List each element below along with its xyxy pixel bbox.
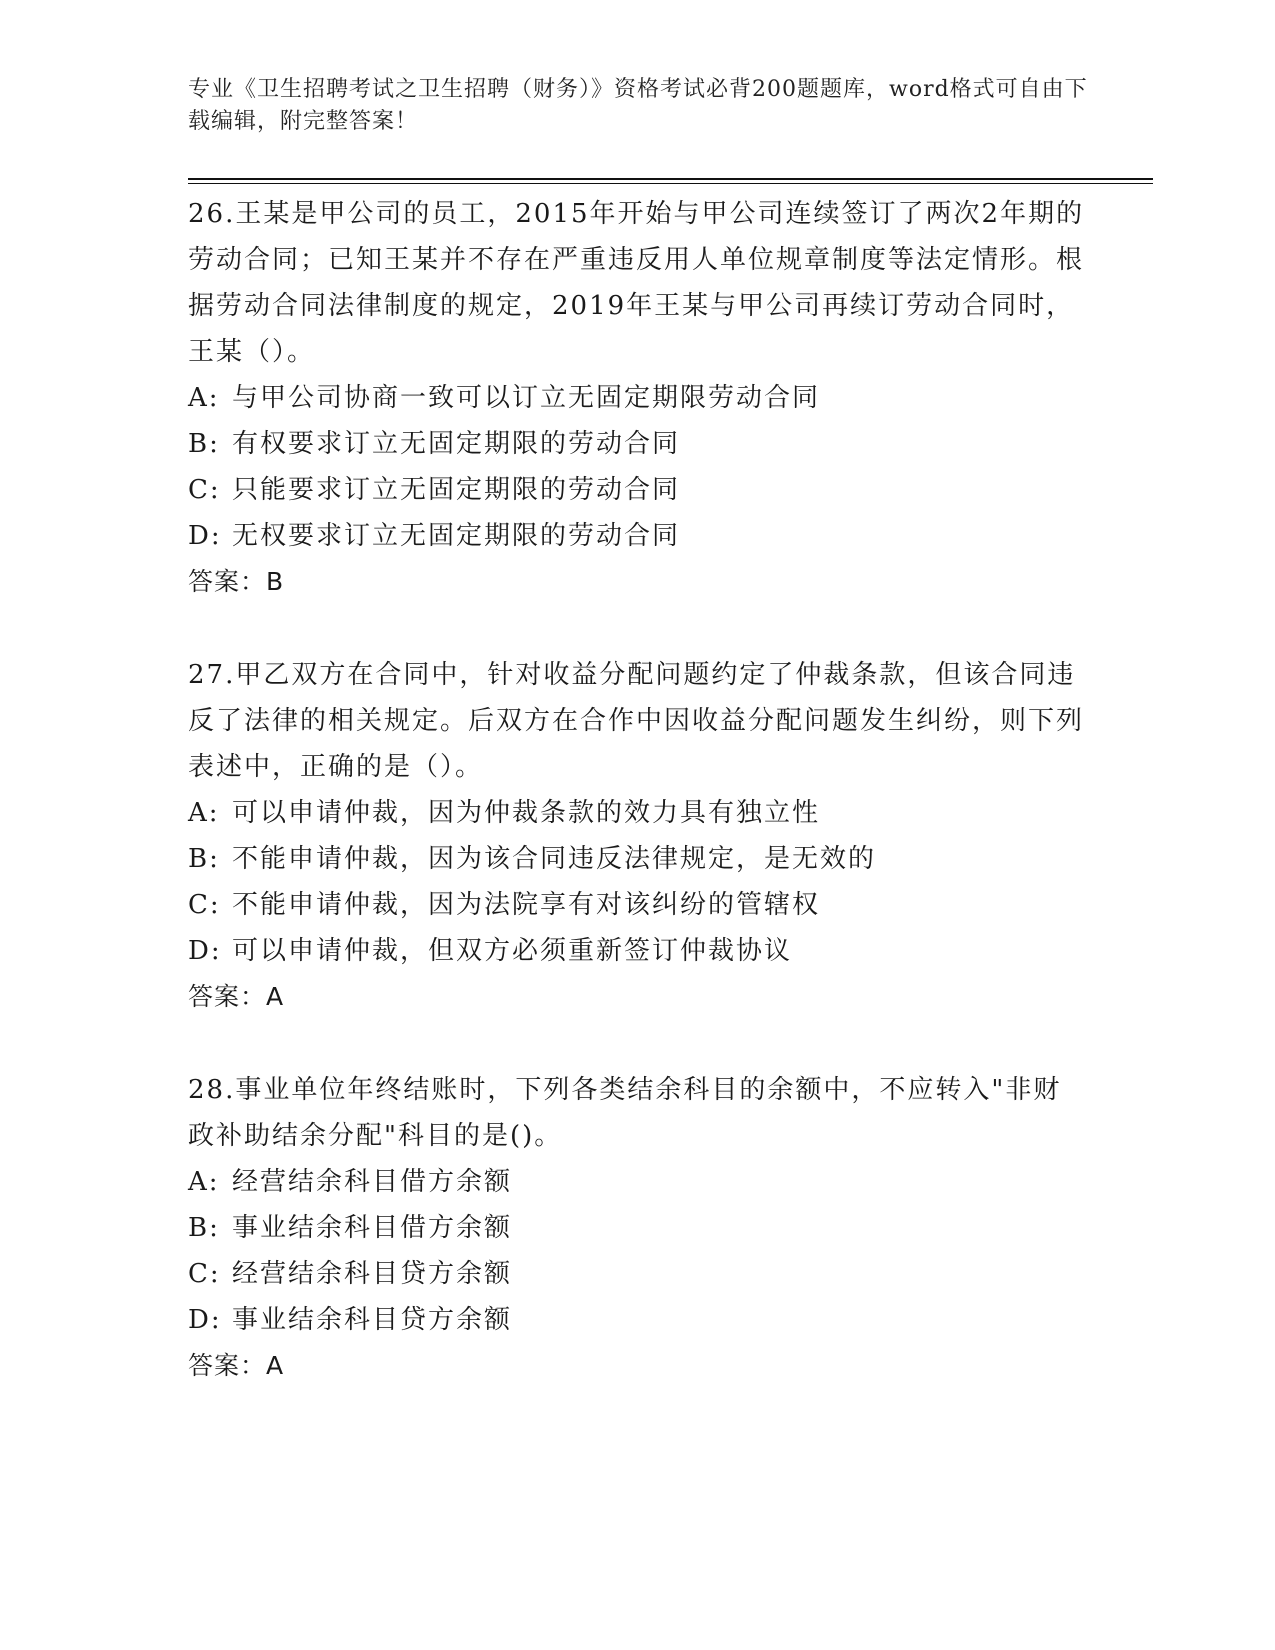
document-header: 专业《卫生招聘考试之卫生招聘（财务）》资格考试必背200题题库，word格式可自由下载编辑，附完整答案！ <box>188 77 1088 134</box>
option-text: 有权要求订立无固定期限的劳动合同 <box>232 429 681 459</box>
question-stem <box>188 191 1088 375</box>
option-text: 事业结余科目借方余额 <box>232 1213 513 1243</box>
option-text: 不能申请仲裁，因为法院享有对该纠纷的管辖权 <box>232 890 821 920</box>
option-d <box>188 928 1088 974</box>
option-letter: A: <box>188 383 220 413</box>
question-text: 甲乙双方在合同中，针对收益分配问题约定了仲裁条款，但该合同违反了法律的相关规定。后双方在合作中因收益分配问题发生纠纷，则下列表述中，正确的是（）。 <box>188 660 1085 782</box>
question-27 <box>188 652 1088 1020</box>
option-letter: D: <box>188 521 222 551</box>
option-text: 经营结余科目借方余额 <box>232 1167 513 1197</box>
option-letter: D: <box>188 1305 222 1335</box>
answer-line: 答案：A <box>188 1351 285 1380</box>
option-text: 事业结余科目贷方余额 <box>232 1305 513 1335</box>
question-26 <box>188 191 1088 605</box>
option-c <box>188 467 1088 513</box>
question-number: 26. <box>188 199 236 229</box>
option-b <box>188 1205 1088 1251</box>
option-letter: A: <box>188 1167 220 1197</box>
option-letter: B: <box>188 844 220 874</box>
option-text: 与甲公司协商一致可以订立无固定期限劳动合同 <box>232 383 821 413</box>
question-28 <box>188 1067 1088 1389</box>
header-divider-thick <box>188 178 1153 180</box>
header-divider-thin <box>188 183 1153 184</box>
option-letter: D: <box>188 936 222 966</box>
option-letter: C: <box>188 890 221 920</box>
option-letter: B: <box>188 429 220 459</box>
question-stem <box>188 1067 1088 1159</box>
option-a <box>188 1159 1088 1205</box>
question-text: 事业单位年终结账时，下列各类结余科目的余额中，不应转入"非财政补助结余分配"科目的是()。 <box>188 1075 1062 1151</box>
option-b <box>188 421 1088 467</box>
option-letter: B: <box>188 1213 220 1243</box>
option-text: 可以申请仲裁，因为仲裁条款的效力具有独立性 <box>232 798 821 828</box>
question-text: 王某是甲公司的员工，2015年开始与甲公司连续签订了两次2年期的劳动合同；已知王某并不存在严重违反用人单位规章制度等法定情形。根据劳动合同法律制度的规定，2019年王某与甲公司再续订劳动合同时，王某（）。 <box>188 199 1085 367</box>
question-number: 28. <box>188 1075 236 1105</box>
option-text: 经营结余科目贷方余额 <box>232 1259 513 1289</box>
option-text: 无权要求订立无固定期限的劳动合同 <box>232 521 681 551</box>
option-text: 只能要求订立无固定期限的劳动合同 <box>232 475 681 505</box>
option-c <box>188 1251 1088 1297</box>
question-list <box>188 191 1088 1436</box>
option-letter: C: <box>188 475 221 505</box>
option-text: 不能申请仲裁，因为该合同违反法律规定，是无效的 <box>232 844 877 874</box>
option-d <box>188 1297 1088 1343</box>
answer-line: 答案：B <box>188 567 285 596</box>
question-stem <box>188 652 1088 790</box>
option-c <box>188 882 1088 928</box>
option-b <box>188 836 1088 882</box>
option-text: 可以申请仲裁，但双方必须重新签订仲裁协议 <box>232 936 793 966</box>
option-d <box>188 513 1088 559</box>
option-a <box>188 790 1088 836</box>
option-letter: C: <box>188 1259 221 1289</box>
answer-line: 答案：A <box>188 982 285 1011</box>
question-number: 27. <box>188 660 236 690</box>
option-letter: A: <box>188 798 220 828</box>
option-a <box>188 375 1088 421</box>
